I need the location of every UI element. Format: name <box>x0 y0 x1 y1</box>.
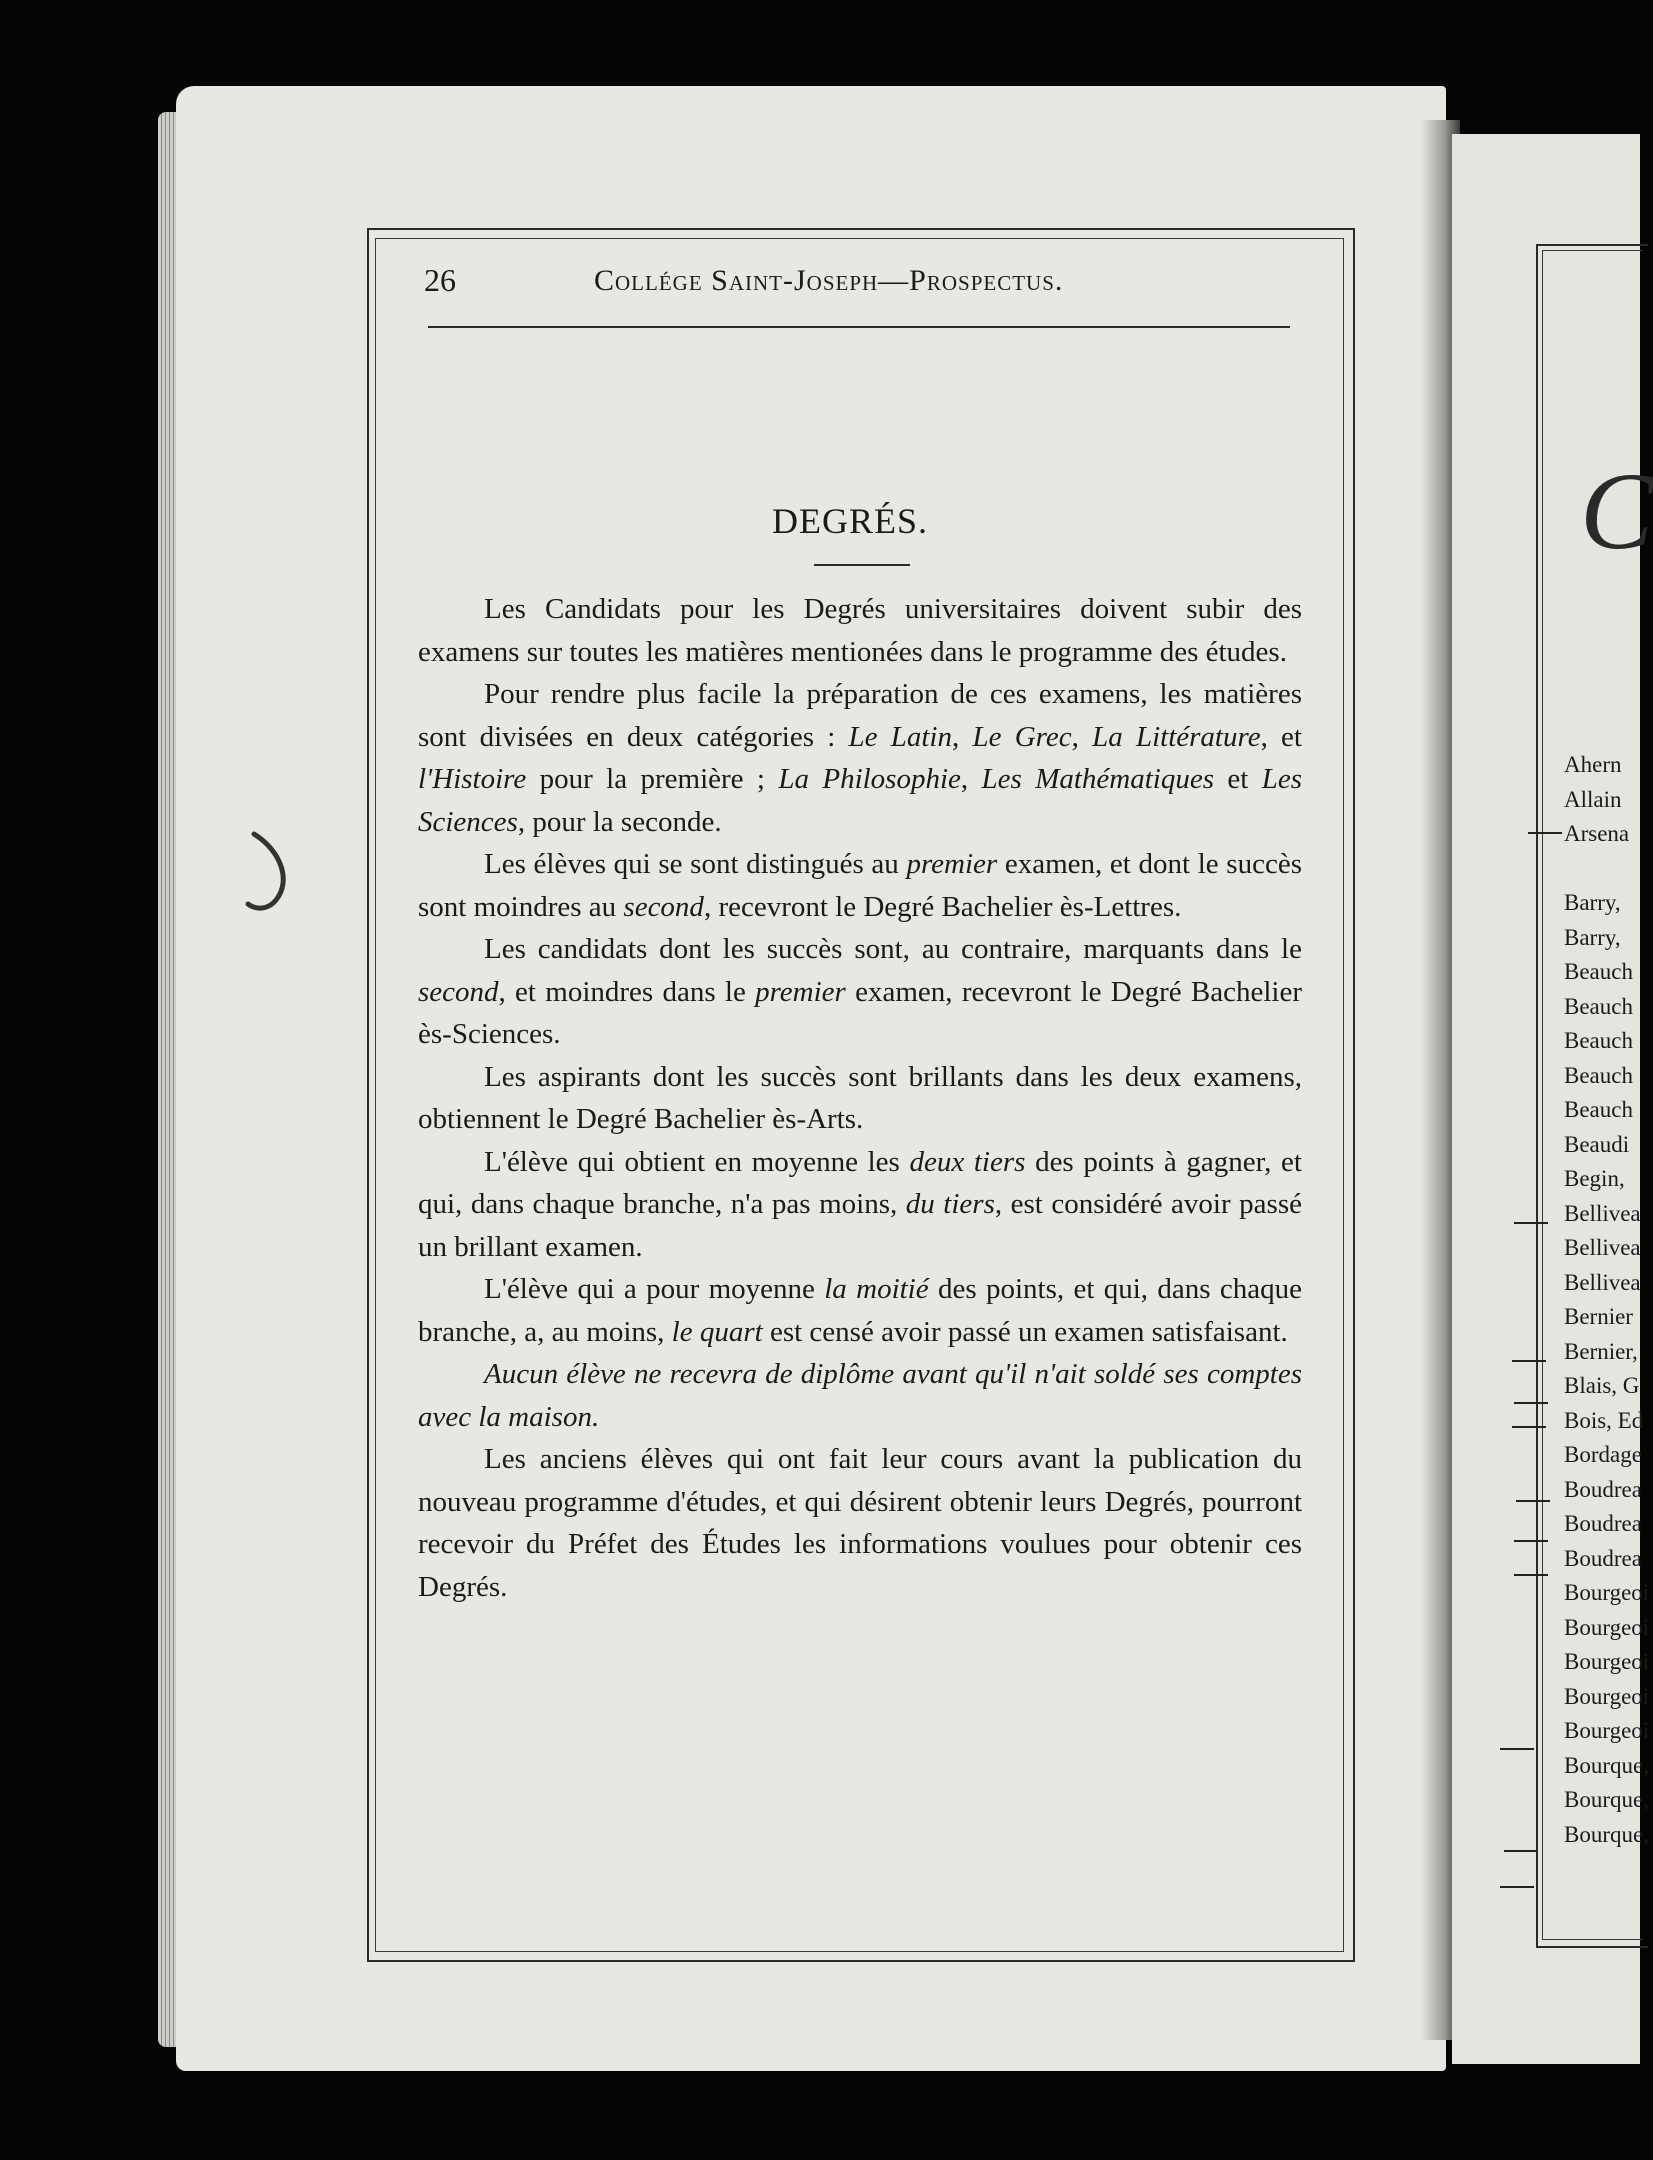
body-paragraph <box>418 843 1302 928</box>
text-run: L'élève qui obtient en moyenne les <box>484 1145 910 1178</box>
body-paragraph <box>418 1438 1302 1608</box>
name-entry: Bourgeoi <box>1564 1580 1650 1605</box>
text-run: , et moindres dans le <box>498 975 756 1008</box>
name-entry: Beauch <box>1564 1028 1633 1053</box>
text-run: examen, et dont le succès sont moindres au <box>418 848 1302 923</box>
italic-run: Le Latin <box>848 720 952 753</box>
ornament-initial: C <box>1580 450 1653 572</box>
margin-tick <box>1514 1402 1548 1404</box>
name-entry: Bourgeoi <box>1564 1649 1650 1674</box>
body-paragraph <box>418 1268 1302 1353</box>
text-run: est censé avoir passé un examen satisfaisant. <box>762 1315 1288 1348</box>
name-entry: Beauch <box>1564 1097 1633 1122</box>
name-entry: Bourque, <box>1564 1787 1649 1812</box>
name-entry: Bourgeoi <box>1564 1683 1650 1709</box>
name-entry: Beauch <box>1564 993 1633 1019</box>
name-entry: Bourgeoi <box>1564 1718 1650 1743</box>
text-run: pour la première ; <box>526 763 779 795</box>
name-entry: Bois, Ed <box>1564 1407 1644 1433</box>
name-entry: Bourgeoi <box>1564 1614 1650 1640</box>
margin-tick <box>1516 1500 1550 1502</box>
name-entry: Boudrea <box>1564 1545 1642 1571</box>
body-paragraph <box>418 1353 1302 1438</box>
section-title: DEGRÉS. <box>771 501 928 541</box>
text-run: Les aspirants dont les succès sont brillants dans les deux examens, obtiennent le Degré Bachelier ès-Arts. <box>418 1060 1302 1135</box>
margin-tick <box>1512 1360 1546 1362</box>
text-run: et <box>1214 763 1262 795</box>
name-entry: Bernier <box>1564 1304 1633 1329</box>
name-entry: Barry, <box>1564 924 1621 950</box>
text-run: , <box>952 720 973 753</box>
name-entry: Ahern <box>1564 752 1622 777</box>
margin-tick <box>1514 1574 1548 1576</box>
italic-run: second <box>418 975 499 1008</box>
text-run: , <box>1071 720 1093 753</box>
name-entry: Bourque, <box>1564 1752 1649 1778</box>
page-number: 26 <box>424 262 456 298</box>
header-rule <box>428 326 1290 328</box>
margin-tick <box>1500 1748 1534 1750</box>
running-head: Collége Saint-Joseph—Prospectus. <box>594 264 1064 297</box>
italic-run: l'Histoire <box>418 763 527 795</box>
italic-run: Aucun élève ne recevra de diplôme avant qu'il n'ait soldé ses comptes avec la maison. <box>418 1358 1302 1433</box>
text-run: des points à gagner, et qui, dans chaque branche, n'a pas moins, <box>418 1145 1302 1220</box>
text-run: , recevront le Degré Bachelier ès-Lettres. <box>703 890 1182 923</box>
name-entry: Beauch <box>1564 959 1633 984</box>
name-list <box>1564 748 1650 1852</box>
name-entry: Boudrea <box>1564 1476 1642 1502</box>
text-run: Pour rendre plus facile la préparation de ces examens, les matières sont divisées en deux catégories : <box>418 678 1302 753</box>
margin-tick <box>1528 832 1562 834</box>
margin-tick <box>1512 1426 1546 1428</box>
text-run: , pour la seconde. <box>517 805 722 838</box>
text-run: Les Candidats pour les Degrés universitaires doivent subir des examens sur toutes les matières mentionées dans le programme des études. <box>418 593 1302 668</box>
italic-run: second <box>623 890 704 923</box>
name-entry: Beaudi <box>1564 1131 1630 1157</box>
name-entry: Blais, G <box>1564 1373 1640 1398</box>
text-run: , <box>960 763 982 795</box>
body-text <box>418 588 1302 1608</box>
page-header <box>424 258 1294 308</box>
name-entry: Bellivea <box>1564 1200 1641 1226</box>
body-paragraph <box>418 588 1302 673</box>
name-entry: Bourque, <box>1564 1821 1649 1847</box>
text-run: , est considéré avoir passé un brillant examen. <box>418 1188 1302 1263</box>
name-entry <box>1564 852 1640 887</box>
margin-tick <box>1514 1222 1548 1224</box>
italic-run: La Philosophie <box>778 763 961 795</box>
name-entry: Beauch <box>1564 1062 1633 1088</box>
text-run: des points, et qui, dans chaque branche, a, au moins, <box>418 1273 1302 1348</box>
italic-run: Les Mathématiques <box>981 763 1215 795</box>
italic-run: la moitié <box>824 1273 929 1305</box>
text-run: Les candidats dont les succès sont, au contraire, marquants dans le <box>484 933 1302 965</box>
margin-tick <box>1504 1850 1538 1852</box>
text-run: , et <box>1260 720 1302 753</box>
body-paragraph <box>418 1141 1302 1269</box>
name-entry: Bernier, <box>1564 1338 1638 1364</box>
name-entry: Boudrea <box>1564 1511 1642 1536</box>
italic-run: du tiers <box>905 1188 995 1220</box>
name-entry: Bellivea <box>1564 1235 1641 1260</box>
italic-run: Les Sciences <box>418 763 1303 838</box>
body-paragraph <box>418 1056 1302 1141</box>
italic-run: Le Grec <box>972 720 1072 753</box>
body-paragraph <box>418 673 1302 843</box>
margin-tick <box>1500 1886 1534 1888</box>
text-run: L'élève qui a pour moyenne <box>484 1273 825 1305</box>
name-entry: Begin, <box>1564 1166 1625 1191</box>
text-run: Les anciens élèves qui ont fait leur cours avant la publication du nouveau programme d'études, et qui désirent obtenir leurs Degrés, pourront recevoir du Préfet des Études les informations voulues pour obtenir ces Degrés. <box>418 1443 1302 1603</box>
name-entry: Barry, <box>1564 890 1621 915</box>
name-entry: Bellivea <box>1564 1269 1641 1295</box>
text-run: Les élèves qui se sont distingués au <box>484 848 907 880</box>
name-entry: Allain <box>1564 786 1622 812</box>
italic-run: le quart <box>671 1315 763 1348</box>
name-entry: Bordage <box>1564 1442 1642 1467</box>
pencil-mark <box>240 830 300 920</box>
title-rule <box>814 564 910 566</box>
italic-run: La Littérature <box>1092 720 1261 753</box>
italic-run: premier <box>906 848 998 880</box>
italic-run: premier <box>755 975 846 1008</box>
body-paragraph <box>418 928 1302 1056</box>
text-run: examen, recevront le Degré Bachelier ès-Sciences. <box>418 975 1302 1050</box>
margin-tick <box>1514 1540 1548 1542</box>
name-entry: Arsena <box>1564 821 1630 846</box>
italic-run: deux tiers <box>909 1145 1026 1178</box>
